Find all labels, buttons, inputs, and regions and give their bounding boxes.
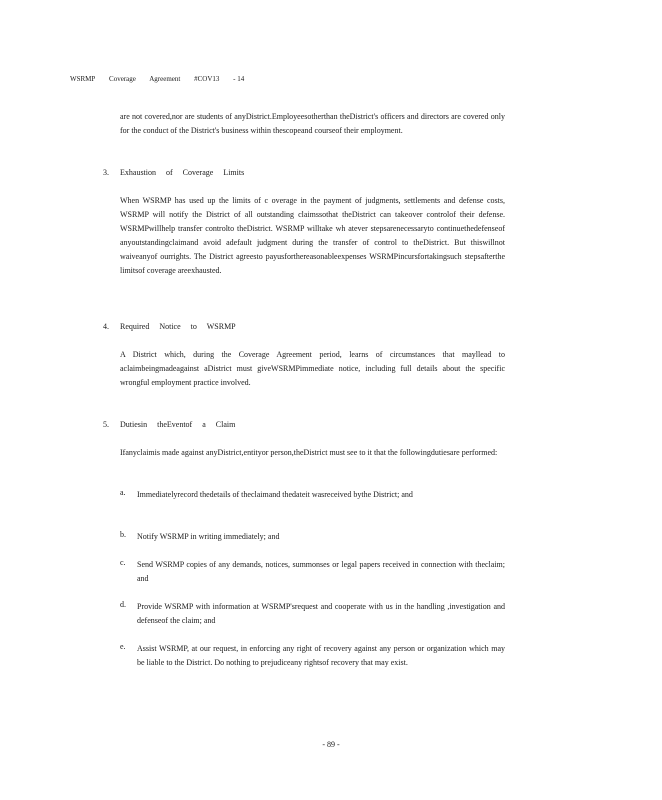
header-agreement: Agreement bbox=[149, 75, 181, 83]
header-code: #COV13 bbox=[194, 75, 220, 83]
item-d-letter: d. bbox=[120, 600, 126, 609]
item-c-letter: c. bbox=[120, 558, 126, 567]
header-org: WSRMP bbox=[70, 75, 96, 83]
item-e-letter: e. bbox=[120, 642, 126, 651]
item-b-text: Notify WSRMP in writing immediately; and bbox=[137, 532, 280, 541]
item-a-text: Immediatelyrecord thedetails of theclaimand thedateit wasreceived bythe District; and bbox=[137, 490, 413, 499]
section-5-number: 5. bbox=[103, 420, 109, 429]
page-number: - 89 - bbox=[322, 740, 340, 749]
intro-paragraph: are not covered,nor are students of anyDistrict.Employeesotherthan theDistrict's officers and directors are covered only for the conduct of the District's business within thescopeand courseof their employment. bbox=[120, 112, 505, 135]
section-4-body: A District which, during the Coverage Agreement period, learns of circumstances that mayllead to aclaimbeingmadeagainst aDistrict must giveWSRMPimmediate notice, including full details about the specific wrongful employment practice involved. bbox=[120, 350, 505, 387]
section-5-title: Dutiesin theEventof a Claim bbox=[120, 420, 236, 429]
item-d-text: Provide WSRMP with information at WSRMP'srequest and cooperate with us in the handling ,investigation and defenseof the claim; and bbox=[137, 602, 505, 625]
item-a-letter: a. bbox=[120, 488, 126, 497]
header-suffix: - 14 bbox=[233, 75, 245, 83]
section-3-number: 3. bbox=[103, 168, 109, 177]
item-b-letter: b. bbox=[120, 530, 126, 539]
header-coverage: Coverage bbox=[109, 75, 136, 83]
section-5-body: Ifanyclaimis made against anyDistrict,entityor person,theDistrict must see to it that the followingdutiesare performed: bbox=[120, 448, 498, 457]
section-4-number: 4. bbox=[103, 322, 109, 331]
section-3-title: Exhaustion of Coverage Limits bbox=[120, 168, 245, 177]
item-e-text: Assist WSRMP, at our request, in enforcing any right of recovery against any person or organization which may be liable to the District. Do nothing to prejudiceany rightsof recovery that may exist. bbox=[137, 644, 505, 667]
page-header bbox=[70, 75, 256, 83]
section-3-body: When WSRMP has used up the limits of c overage in the payment of judgments, settlements and defense costs, WSRMP will notify the District of all outstanding claimssothat theDistrict can takeover controlof their defense. WSRMPwillhelp transfer controlto theDistrict. WSRMP willtake wh atever stepsarenecessaryto continuethedefenseof anyoutstandingclaimand avoid adefault judgment during the transfer of control to theDistrict. But thiswillnot waiveanyof ourrights. The District agreesto payusforthereasonableexpenses WSRMPincursfortakingsuch stepsafterthe limitsof coverage areexhausted. bbox=[120, 196, 505, 275]
item-c-text: Send WSRMP copies of any demands, notices, summonses or legal papers received in connection with theclaim; and bbox=[137, 560, 505, 583]
section-4-title: Required Notice to WSRMP bbox=[120, 322, 236, 331]
